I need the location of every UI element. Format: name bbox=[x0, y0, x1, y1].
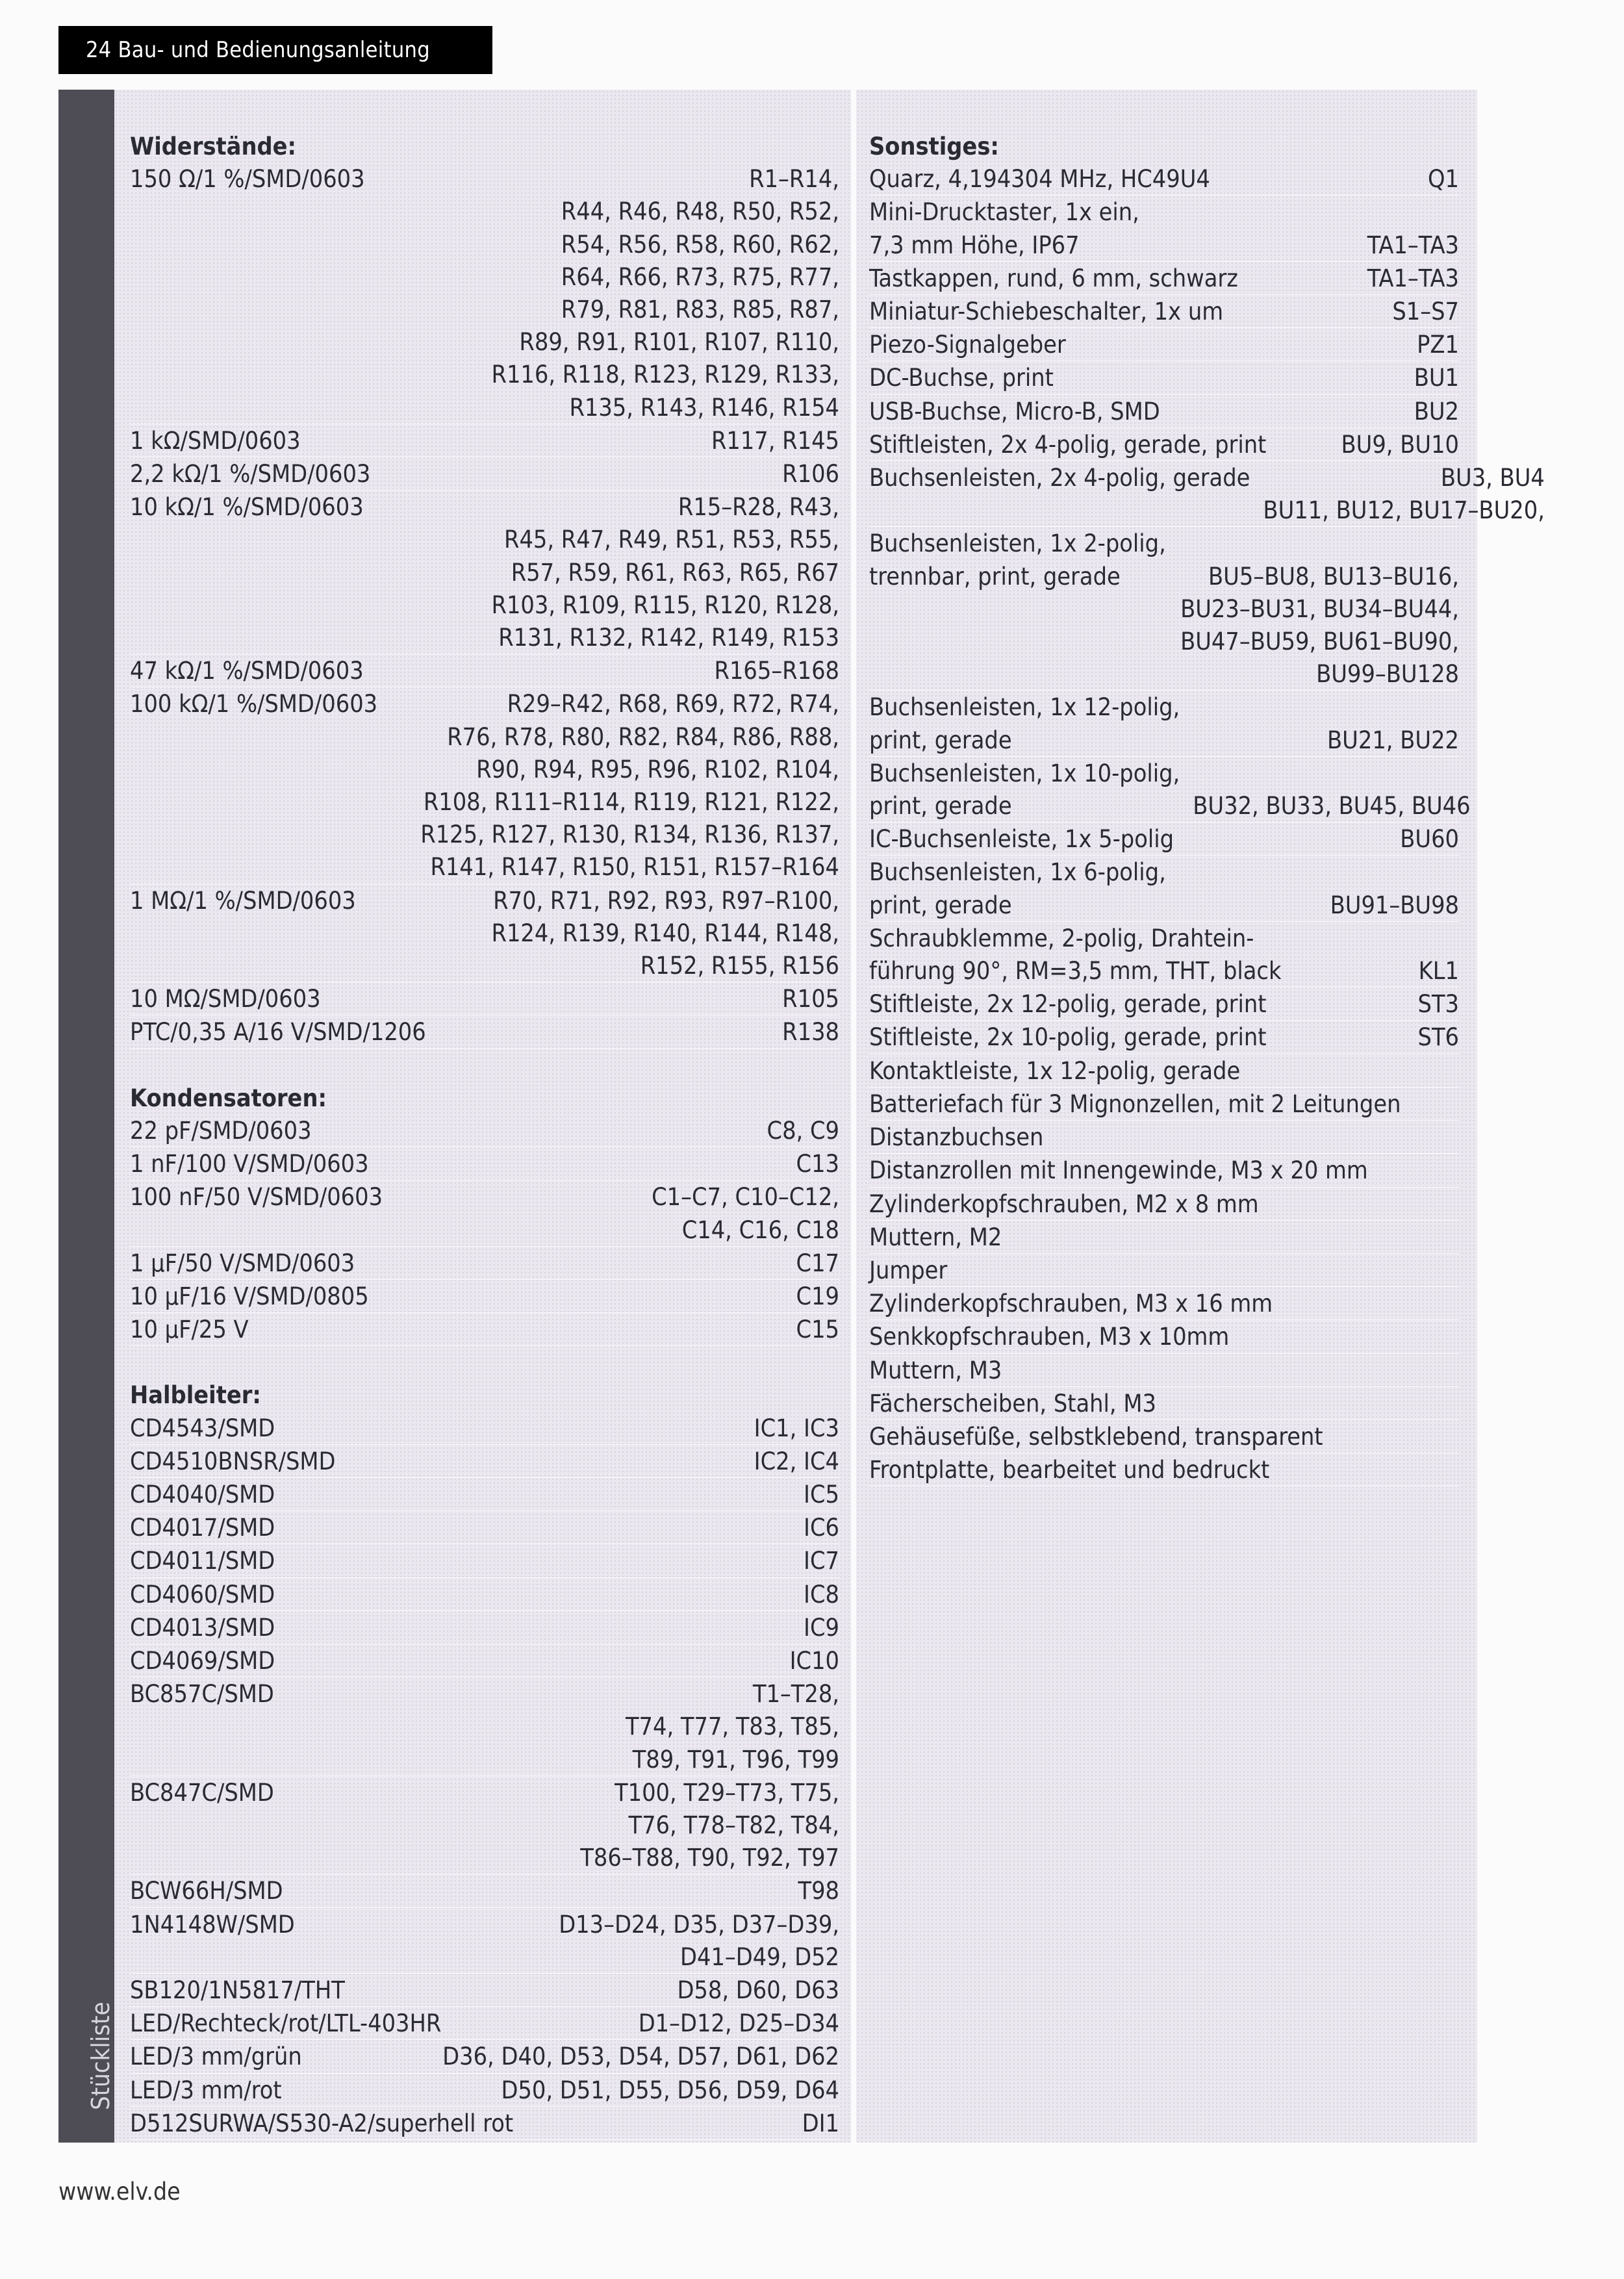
designator-line bbox=[1193, 757, 1470, 789]
part-row bbox=[869, 1088, 1459, 1121]
part-designators bbox=[274, 1677, 839, 1776]
part-description: PTC/0,35 A/16 V/SMD/1206 bbox=[130, 1017, 426, 1047]
designator-line: T1–T28, bbox=[752, 1679, 839, 1709]
part-row bbox=[130, 1180, 839, 1246]
part-designators bbox=[364, 490, 839, 654]
part-description: USB-Buchse, Micro-B, SMD bbox=[869, 396, 1160, 426]
part-row bbox=[130, 1247, 839, 1280]
designator-line: R90, R94, R95, R96, R102, R104, bbox=[476, 754, 839, 783]
designator-line: R152, R155, R156 bbox=[640, 951, 839, 980]
designator-line: R57, R59, R61, R63, R65, R67 bbox=[511, 557, 839, 587]
designator-line: T76, T78–T82, T84, bbox=[628, 1810, 839, 1839]
part-description: Frontplatte, bearbeitet und bedruckt bbox=[869, 1455, 1270, 1484]
part-designators bbox=[1282, 922, 1460, 987]
part-description: 2,2 kΩ/1 %/SMD/0603 bbox=[130, 459, 371, 489]
part-designators bbox=[321, 982, 839, 1015]
part-description: Distanzrollen mit Innengewinde, M3 x 20 mm bbox=[869, 1156, 1368, 1185]
part-description: Stiftleiste, 2x 10-polig, gerade, print bbox=[869, 1023, 1267, 1052]
designator-line: D1–D12, D25–D34 bbox=[638, 2009, 839, 2038]
part-description: 150 Ω/1 %/SMD/0603 bbox=[130, 164, 365, 194]
part-description bbox=[869, 527, 1166, 592]
part-row bbox=[869, 691, 1459, 756]
designator-line: IC7 bbox=[804, 1546, 839, 1575]
part-row bbox=[130, 2007, 839, 2040]
part-row bbox=[869, 1287, 1459, 1320]
designator-line: R165–R168 bbox=[714, 656, 839, 685]
part-description: Muttern, M3 bbox=[869, 1355, 1002, 1384]
designator-line: T74, T77, T83, T85, bbox=[625, 1712, 839, 1741]
designator-line: T98 bbox=[798, 1876, 839, 1905]
part-row bbox=[130, 2040, 839, 2073]
designator-line: PZ1 bbox=[1417, 330, 1459, 359]
part-row bbox=[869, 262, 1459, 295]
part-row bbox=[130, 1313, 839, 1346]
designator-line: T86–T88, T90, T92, T97 bbox=[580, 1843, 839, 1872]
part-description: CD4011/SMD bbox=[130, 1546, 275, 1575]
designator-line bbox=[1295, 922, 1460, 954]
part-designators bbox=[513, 2107, 839, 2139]
part-row bbox=[130, 1511, 839, 1544]
part-description: CD4040/SMD bbox=[130, 1479, 275, 1509]
part-row bbox=[130, 1677, 839, 1776]
part-row bbox=[130, 1015, 839, 1049]
section-heading: Kondensatoren: bbox=[130, 1083, 327, 1112]
part-description: 10 kΩ/1 %/SMD/0603 bbox=[130, 492, 364, 522]
designator-line bbox=[1152, 196, 1459, 228]
designator-line: BU91–BU98 bbox=[1330, 890, 1459, 919]
part-description: Quarz, 4,194304 MHz, HC49U4 bbox=[869, 164, 1210, 194]
part-row bbox=[869, 1354, 1459, 1387]
designator-line: IC1, IC3 bbox=[754, 1413, 839, 1442]
part-description: CD4060/SMD bbox=[130, 1579, 275, 1609]
part-description: 1 kΩ/SMD/0603 bbox=[130, 426, 301, 455]
part-row bbox=[130, 162, 839, 424]
part-description: 100 kΩ/1 %/SMD/0603 bbox=[130, 689, 378, 719]
part-description: Gehäusefüße, selbstklebend, transparent bbox=[869, 1421, 1323, 1451]
designator-line: IC5 bbox=[804, 1479, 839, 1509]
designator-line: R103, R109, R115, R120, R128, bbox=[491, 590, 839, 619]
part-row bbox=[130, 1280, 839, 1313]
parts-list-right-column bbox=[869, 130, 1545, 1486]
designator-line: R125, R127, R130, R134, R136, R137, bbox=[420, 820, 839, 849]
designator-line: R54, R56, R58, R60, R62, bbox=[561, 229, 839, 259]
part-description: CD4017/SMD bbox=[130, 1513, 275, 1542]
part-row bbox=[130, 1478, 839, 1511]
side-strip bbox=[58, 90, 114, 2143]
part-description: Batteriefach für 3 Mignonzellen, mit 2 Leitungen bbox=[869, 1089, 1401, 1118]
designator-line: R76, R78, R80, R82, R84, R86, R88, bbox=[447, 722, 839, 751]
part-description: 1 nF/100 V/SMD/0603 bbox=[130, 1149, 369, 1178]
designator-line: R106 bbox=[782, 459, 839, 489]
part-row bbox=[869, 822, 1459, 856]
part-designators bbox=[336, 1445, 839, 1477]
part-designators bbox=[275, 1578, 839, 1611]
part-designators bbox=[1250, 461, 1544, 526]
part-row bbox=[869, 1221, 1459, 1254]
part-description-line: print, gerade bbox=[869, 725, 1012, 754]
part-description bbox=[869, 757, 1180, 822]
part-description: SB120/1N5817/THT bbox=[130, 1975, 345, 2004]
part-description: 1 MΩ/1 %/SMD/0603 bbox=[130, 885, 356, 915]
part-row bbox=[130, 1578, 839, 1611]
part-description: LED/Rechteck/rot/LTL-403HR bbox=[130, 2009, 442, 2038]
designator-line: BU3, BU4 bbox=[1440, 463, 1545, 492]
part-designators bbox=[383, 1180, 839, 1245]
part-description: Piezo-Signalgeber bbox=[869, 330, 1066, 359]
part-designators bbox=[345, 1974, 839, 2006]
designator-line: R1–R14, bbox=[749, 164, 839, 194]
part-designators bbox=[295, 1908, 839, 1973]
designator-line: BU47–BU59, BU61–BU90, bbox=[1180, 627, 1459, 656]
part-designators bbox=[355, 1247, 839, 1279]
part-description: BCW66H/SMD bbox=[130, 1876, 283, 1905]
part-designators bbox=[283, 1874, 839, 1907]
section-heading: Sonstiges: bbox=[869, 132, 999, 160]
part-description-line: Buchsenleisten, 1x 6-polig, bbox=[869, 858, 1166, 887]
part-description: Stiftleiste, 2x 12-polig, gerade, print bbox=[869, 989, 1267, 1019]
designator-line: BU11, BU12, BU17–BU20, bbox=[1263, 496, 1545, 525]
designator-line: IC2, IC4 bbox=[754, 1446, 839, 1475]
part-designators bbox=[1174, 822, 1459, 855]
part-description bbox=[869, 196, 1139, 261]
page-header: 24 Bau- und Bedienungsanleitung bbox=[58, 26, 492, 74]
designator-line: TA1–TA3 bbox=[1367, 230, 1459, 259]
designator-line: BU32, BU33, BU45, BU46 bbox=[1193, 791, 1471, 821]
part-description: LED/3 mm/grün bbox=[130, 2042, 302, 2071]
part-row bbox=[869, 1387, 1459, 1420]
part-designators bbox=[302, 2040, 839, 2072]
part-row bbox=[130, 982, 839, 1015]
part-description-line: trennbar, print, gerade bbox=[869, 561, 1121, 591]
designator-line: DI1 bbox=[802, 2108, 839, 2137]
part-row bbox=[130, 1776, 839, 1875]
designator-line: R124, R139, R140, R144, R148, bbox=[491, 918, 839, 947]
part-description bbox=[869, 691, 1180, 756]
part-designators bbox=[249, 1313, 839, 1345]
designator-line: R45, R47, R49, R51, R53, R55, bbox=[504, 525, 839, 554]
designator-line: D50, D51, D55, D56, D59, D64 bbox=[501, 2075, 839, 2104]
part-designators bbox=[1160, 395, 1459, 427]
part-description: Miniatur-Schiebeschalter, 1x um bbox=[869, 297, 1224, 326]
designator-line: C14, C16, C18 bbox=[681, 1215, 839, 1244]
designator-line: R108, R111–R114, R119, R121, R122, bbox=[423, 787, 839, 817]
designator-line: R117, R145 bbox=[711, 426, 839, 455]
part-designators bbox=[1238, 262, 1459, 294]
designator-line: BU60 bbox=[1400, 824, 1459, 854]
part-description: Tastkappen, rund, 6 mm, schwarz bbox=[869, 263, 1238, 292]
part-row bbox=[130, 2107, 839, 2140]
part-designators bbox=[312, 1114, 839, 1147]
part-row bbox=[869, 922, 1459, 987]
part-row bbox=[130, 1644, 839, 1677]
part-row bbox=[869, 987, 1459, 1021]
designator-line: D41–D49, D52 bbox=[680, 1942, 839, 1971]
designator-line: ST3 bbox=[1417, 989, 1459, 1019]
part-description: IC-Buchsenleiste, 1x 5-polig bbox=[869, 824, 1174, 854]
section-heading: Halbleiter: bbox=[130, 1381, 261, 1410]
part-row bbox=[130, 1445, 839, 1478]
part-designators bbox=[369, 1147, 839, 1180]
part-designators bbox=[275, 1511, 839, 1544]
part-row bbox=[869, 162, 1459, 196]
part-description: Muttern, M2 bbox=[869, 1222, 1002, 1251]
part-description-line: Schraubklemme, 2-polig, Drahtein- bbox=[869, 923, 1254, 952]
designator-line: BU1 bbox=[1414, 363, 1459, 392]
part-description: Buchsenleisten, 2x 4-polig, gerade bbox=[869, 463, 1250, 492]
designator-line bbox=[1179, 527, 1459, 559]
part-row bbox=[130, 2074, 839, 2107]
designator-line: R15–R28, R43, bbox=[678, 492, 839, 522]
part-designators bbox=[275, 1412, 839, 1444]
part-row bbox=[869, 527, 1459, 691]
part-description: 100 nF/50 V/SMD/0603 bbox=[130, 1182, 383, 1212]
part-row bbox=[869, 196, 1459, 261]
part-description: 47 kΩ/1 %/SMD/0603 bbox=[130, 656, 364, 685]
part-description: CD4069/SMD bbox=[130, 1646, 275, 1675]
part-row bbox=[130, 1114, 839, 1147]
part-row bbox=[130, 654, 839, 687]
part-designators bbox=[369, 1280, 839, 1312]
designator-line: R70, R71, R92, R93, R97–R100, bbox=[493, 885, 839, 915]
part-designators bbox=[282, 2074, 839, 2106]
part-description: Distanzbuchsen bbox=[869, 1123, 1044, 1152]
part-designators bbox=[275, 1644, 839, 1677]
designator-line: BU99–BU128 bbox=[1316, 659, 1459, 689]
designator-line: C8, C9 bbox=[767, 1115, 839, 1145]
designator-line: R64, R66, R73, R75, R77, bbox=[561, 262, 839, 291]
designator-line: T100, T29–T73, T75, bbox=[615, 1777, 839, 1807]
part-designators bbox=[1266, 428, 1459, 461]
designator-line: Q1 bbox=[1427, 164, 1459, 194]
part-description: 10 MΩ/SMD/0603 bbox=[130, 984, 321, 1013]
part-designators bbox=[275, 1544, 839, 1577]
part-designators bbox=[1066, 328, 1459, 361]
part-description-line: print, gerade bbox=[869, 890, 1012, 919]
part-row bbox=[869, 1121, 1459, 1154]
part-row bbox=[130, 1412, 839, 1445]
part-designators bbox=[301, 424, 839, 457]
part-row bbox=[869, 1453, 1459, 1486]
part-designators bbox=[377, 687, 839, 883]
part-description: Zylinderkopfschrauben, M2 x 8 mm bbox=[869, 1189, 1259, 1218]
part-description: D512SURWA/S530-A2/superhell rot bbox=[130, 2108, 514, 2137]
part-description: CD4013/SMD bbox=[130, 1612, 275, 1642]
designator-line bbox=[1179, 856, 1459, 888]
designator-line: IC6 bbox=[804, 1513, 839, 1542]
part-designators bbox=[1266, 1021, 1459, 1053]
part-designators bbox=[274, 1776, 839, 1874]
part-row bbox=[869, 295, 1459, 328]
part-row bbox=[869, 1054, 1459, 1088]
part-row bbox=[130, 490, 839, 654]
part-row bbox=[869, 395, 1459, 428]
part-description-line: führung 90°, RM=3,5 mm, THT, black bbox=[869, 956, 1282, 986]
part-description: 1N4148W/SMD bbox=[130, 1909, 295, 1939]
footer-url: www.elv.de bbox=[58, 2178, 181, 2206]
designator-line: C15 bbox=[796, 1315, 839, 1344]
parts-list-left-column bbox=[130, 130, 839, 2140]
part-row bbox=[869, 757, 1471, 822]
designator-line: BU5–BU8, BU13–BU16, bbox=[1208, 561, 1459, 591]
designator-line: R79, R81, R83, R85, R87, bbox=[561, 295, 839, 324]
part-description: Jumper bbox=[869, 1255, 948, 1284]
part-row bbox=[130, 687, 839, 884]
part-designators bbox=[370, 457, 839, 490]
part-designators bbox=[441, 2007, 839, 2039]
part-row bbox=[869, 856, 1459, 921]
part-designators bbox=[356, 884, 839, 982]
part-description-line: Mini-Drucktaster, 1x ein, bbox=[869, 197, 1139, 227]
part-row bbox=[130, 424, 839, 457]
part-row bbox=[869, 1254, 1459, 1287]
section-heading: Widerstände: bbox=[130, 132, 296, 160]
designator-line: IC9 bbox=[804, 1612, 839, 1642]
part-row bbox=[869, 1420, 1459, 1453]
designator-line: R116, R118, R123, R129, R133, bbox=[491, 360, 839, 389]
part-designators bbox=[1139, 196, 1459, 261]
part-description: 10 µF/16 V/SMD/0805 bbox=[130, 1281, 369, 1310]
part-designators bbox=[275, 1478, 839, 1510]
part-designators bbox=[426, 1015, 839, 1048]
part-designators bbox=[1180, 691, 1459, 756]
part-row bbox=[130, 1974, 839, 2007]
designator-line: BU9, BU10 bbox=[1341, 429, 1459, 459]
designator-line: D58, D60, D63 bbox=[677, 1975, 839, 2004]
part-row bbox=[130, 884, 839, 983]
designator-line: BU21, BU22 bbox=[1327, 725, 1459, 754]
part-row bbox=[130, 457, 839, 490]
part-row bbox=[130, 1908, 839, 1974]
part-description: Stiftleisten, 2x 4-polig, gerade, print bbox=[869, 429, 1267, 459]
part-row bbox=[130, 1147, 839, 1180]
section-spacer bbox=[130, 1049, 839, 1082]
part-row bbox=[869, 1188, 1459, 1221]
designator-line: R44, R46, R48, R50, R52, bbox=[561, 197, 839, 226]
designator-line: C17 bbox=[796, 1248, 839, 1277]
part-row bbox=[130, 1874, 839, 1907]
part-description: LED/3 mm/rot bbox=[130, 2075, 282, 2104]
section-spacer bbox=[130, 1346, 839, 1379]
designator-line: R135, R143, R146, R154 bbox=[569, 392, 839, 422]
part-designators bbox=[1166, 527, 1459, 690]
part-description: Kontaktleiste, 1x 12-polig, gerade bbox=[869, 1056, 1241, 1085]
part-description: CD4543/SMD bbox=[130, 1413, 275, 1442]
designator-line: IC10 bbox=[789, 1646, 839, 1675]
designator-line: R29–R42, R68, R69, R72, R74, bbox=[507, 689, 839, 719]
designator-line: C19 bbox=[796, 1281, 839, 1310]
part-description: BC847C/SMD bbox=[130, 1777, 274, 1807]
part-row bbox=[130, 1611, 839, 1644]
designator-line: C13 bbox=[796, 1149, 839, 1178]
designator-line: D13–D24, D35, D37–D39, bbox=[559, 1909, 839, 1939]
part-designators bbox=[365, 162, 839, 424]
designator-line: R131, R132, R142, R149, R153 bbox=[498, 623, 839, 652]
part-row bbox=[869, 428, 1459, 461]
part-description: DC-Buchse, print bbox=[869, 363, 1054, 392]
part-description: CD4510BNSR/SMD bbox=[130, 1446, 336, 1475]
part-description: Fächerscheiben, Stahl, M3 bbox=[869, 1388, 1156, 1418]
part-description: Zylinderkopfschrauben, M3 x 16 mm bbox=[869, 1289, 1273, 1318]
part-row bbox=[869, 1021, 1459, 1054]
part-description: BC857C/SMD bbox=[130, 1679, 274, 1709]
part-description-line: print, gerade bbox=[869, 791, 1012, 821]
designator-line: D36, D40, D53, D54, D57, D61, D62 bbox=[442, 2042, 839, 2071]
part-row bbox=[869, 1154, 1459, 1187]
designator-line: TA1–TA3 bbox=[1367, 263, 1459, 292]
designator-line bbox=[1193, 691, 1459, 723]
part-designators bbox=[1223, 295, 1459, 327]
designator-line: R89, R91, R101, R107, R110, bbox=[519, 327, 839, 357]
part-description-line: Buchsenleisten, 1x 2-polig, bbox=[869, 529, 1166, 558]
part-row bbox=[869, 361, 1459, 394]
part-designators bbox=[275, 1611, 839, 1644]
designator-line: S1–S7 bbox=[1392, 297, 1459, 326]
designator-line: BU2 bbox=[1414, 396, 1459, 426]
part-row bbox=[869, 461, 1545, 527]
designator-line: R138 bbox=[782, 1017, 839, 1047]
designator-line: C1–C7, C10–C12, bbox=[652, 1182, 839, 1212]
designator-line: T89, T91, T96, T99 bbox=[632, 1744, 839, 1774]
part-description-line: Buchsenleisten, 1x 10-polig, bbox=[869, 758, 1180, 787]
designator-line: R141, R147, R150, R151, R157–R164 bbox=[430, 852, 839, 882]
part-designators bbox=[364, 654, 839, 687]
part-row bbox=[130, 1544, 839, 1577]
designator-line: R105 bbox=[782, 984, 839, 1013]
designator-line: BU23–BU31, BU34–BU44, bbox=[1180, 594, 1459, 623]
part-designators bbox=[1054, 361, 1459, 394]
designator-line: ST6 bbox=[1417, 1023, 1459, 1052]
part-description: Senkkopfschrauben, M3 x 10mm bbox=[869, 1322, 1230, 1351]
part-description bbox=[869, 856, 1166, 921]
part-designators bbox=[1210, 162, 1459, 195]
part-designators bbox=[1180, 757, 1470, 822]
part-description-line: Buchsenleisten, 1x 12-polig, bbox=[869, 693, 1180, 722]
part-description: 1 µF/50 V/SMD/0603 bbox=[130, 1248, 355, 1277]
part-description: 22 pF/SMD/0603 bbox=[130, 1115, 312, 1145]
designator-line: KL1 bbox=[1418, 956, 1459, 986]
part-description bbox=[869, 922, 1282, 987]
part-description-line: 7,3 mm Höhe, IP67 bbox=[869, 230, 1080, 259]
part-row bbox=[869, 328, 1459, 361]
part-row bbox=[869, 1320, 1459, 1353]
part-description: 10 µF/25 V bbox=[130, 1315, 249, 1344]
part-designators bbox=[1166, 856, 1459, 921]
designator-line: IC8 bbox=[804, 1579, 839, 1609]
part-designators bbox=[1266, 987, 1459, 1020]
